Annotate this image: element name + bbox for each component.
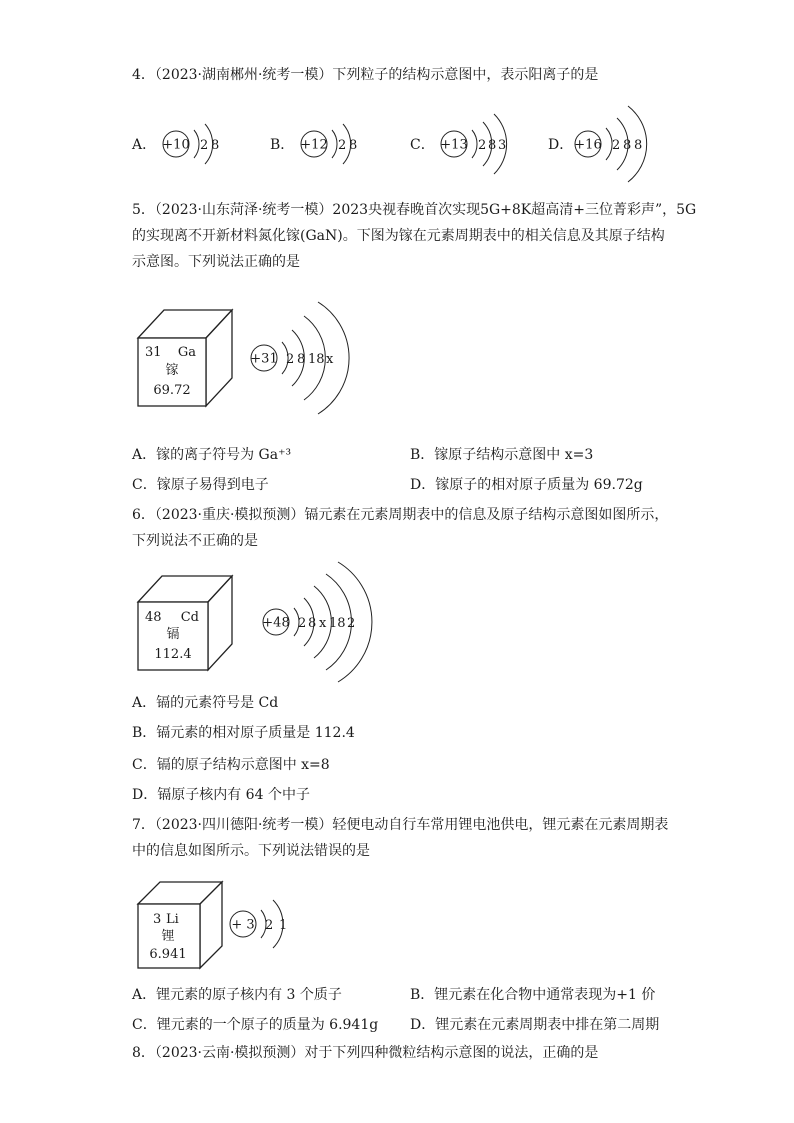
atomic-number: 3 [153,912,162,927]
element-cube [136,574,236,674]
q6-option-b: B．镉元素的相对原子质量是 112.4 [132,725,355,741]
electron-shell-arc [194,130,199,158]
nucleus-charge: +13 [440,137,468,153]
q7-option-a: A．锂元素的原子核内有 3 个质子 [132,987,342,1003]
q6-option-c: C．镉的原子结构示意图中 x=8 [132,757,330,773]
atom-structure-diagram [574,98,674,190]
q5-option-a: A．镓的离子符号为 Ga⁺³ [132,447,292,463]
q6-option-a: A．镉的元素符号是 Cd [132,695,279,711]
cadmium-atom-diagram [262,560,372,688]
nucleus-charge: +10 [162,137,190,153]
nucleus-charge: +48 [262,615,290,631]
q6-option-d: D．镉原子核内有 64 个中子 [132,787,310,803]
gallium-element-tile [136,308,236,412]
atom-structure-diagram [262,560,372,684]
gallium-atom-diagram [250,294,370,418]
nucleus-charge: +12 [300,137,328,153]
element-symbol: Cd [180,610,199,625]
lithium-element-tile [136,880,226,974]
question-7-stem [132,812,672,864]
stem-line: 下列说法不正确的是 [132,533,258,549]
q4-option-d-letter: D． [548,137,574,153]
electron-shell-arc [332,130,337,158]
element-symbol: Li [166,912,179,927]
atom-structure-diagram [160,118,250,170]
q7-option-d: D．锂元素在元素周期表中排在第二周期 [410,1017,660,1033]
element-cube [136,308,236,408]
shell-electron-count: 2 [286,352,295,367]
electron-shell-arc [472,130,477,158]
atom-structure-diagram [229,894,299,954]
stem-line: 示意图。下列说法正确的是 [132,254,300,270]
stem-line: 中的信息如图所示。下列说法错误的是 [132,843,370,859]
element-symbol: Ga [177,345,196,360]
shell-electron-count: 8 [308,616,317,631]
q4-option-b-letter: B． [270,137,295,153]
atomic-number: 48 [145,610,162,625]
q5-option-c: C．镓原子易得到电子 [132,477,269,493]
question-8-stem: 8．（2023·云南·模拟预测）对于下列四种微粒结构示意图的说法，正确的是 [132,1045,599,1061]
atom-structure-diagram [438,106,538,182]
question-5-stem [132,197,697,275]
nucleus-charge: +31 [250,351,278,367]
shell-electron-count: 8 [623,138,632,153]
shell-electron-count: 2 [347,616,356,631]
q4-option-c-diagram [438,106,538,186]
q5-option-d: D．镓原子的相对原子质量为 69.72g [410,477,643,493]
stem-line: 6．（2023·重庆·模拟预测）镉元素在元素周期表中的信息及原子结构示意图如图所示， [132,507,669,523]
nucleus-charge: + 3 [231,917,255,933]
shell-electron-count: x [319,616,327,631]
shell-electron-count: 2 [298,616,307,631]
shell-electron-count: 8 [211,138,220,153]
stem-line: 7．（2023·四川德阳·统考一模）轻便电动自行车常用锂电池供电，锂元素在元素周期表 [132,817,669,833]
element-name: 锂 [161,929,175,944]
atomic-number: 31 [145,345,162,360]
shell-electron-count: 2 [478,138,487,153]
lithium-atom-diagram [229,894,299,958]
shell-electron-count: 8 [488,138,497,153]
q4-option-c-letter: C． [410,137,435,153]
shell-electron-count: 2 [265,918,274,933]
shell-electron-count: 1 [279,918,288,933]
nucleus-charge: +16 [574,137,602,153]
element-name: 镉 [166,627,180,642]
shell-electron-count: x [326,352,334,367]
q4-option-b-diagram [298,118,388,174]
q7-option-b: B．锂元素在化合物中通常表现为+1 价 [410,987,656,1003]
q4-option-a-diagram [160,118,250,174]
atom-structure-diagram [298,118,388,170]
question-4-stem: 4．（2023·湖南郴州·统考一模）下列粒子的结构示意图中，表示阳离子的是 [132,67,599,83]
stem-line: 5．（2023·山东菏泽·统考一模）2023央视春晚首次实现5G+8K超高清+三位菁彩声”，5G [132,202,697,218]
shell-electron-count: 8 [349,138,358,153]
element-cube [136,880,226,970]
atom-structure-diagram [250,294,370,414]
shell-electron-count: 8 [297,352,306,367]
atomic-mass: 6.941 [149,947,187,962]
q5-option-b: B．镓原子结构示意图中 x=3 [410,447,594,463]
q7-option-c: C．锂元素的一个原子的质量为 6.941g [132,1017,379,1033]
shell-electron-count: 2 [200,138,209,153]
cadmium-element-tile [136,574,236,678]
shell-electron-count: 18 [308,352,325,367]
shell-electron-count: 8 [634,138,643,153]
question-6-stem [132,502,672,554]
atomic-mass: 69.72 [153,383,191,398]
atomic-mass: 112.4 [154,647,192,662]
shell-electron-count: 2 [338,138,347,153]
stem-line: 的实现离不开新材料氮化镓(GaN)。下图为镓在元素周期表中的相关信息及其原子结构 [132,228,665,244]
shell-electron-count: 18 [329,616,346,631]
q4-option-d-diagram [574,98,674,194]
q4-option-a-letter: A． [132,137,157,153]
shell-electron-count: 2 [612,138,621,153]
element-name: 镓 [165,363,179,378]
shell-electron-count: 3 [498,138,507,153]
